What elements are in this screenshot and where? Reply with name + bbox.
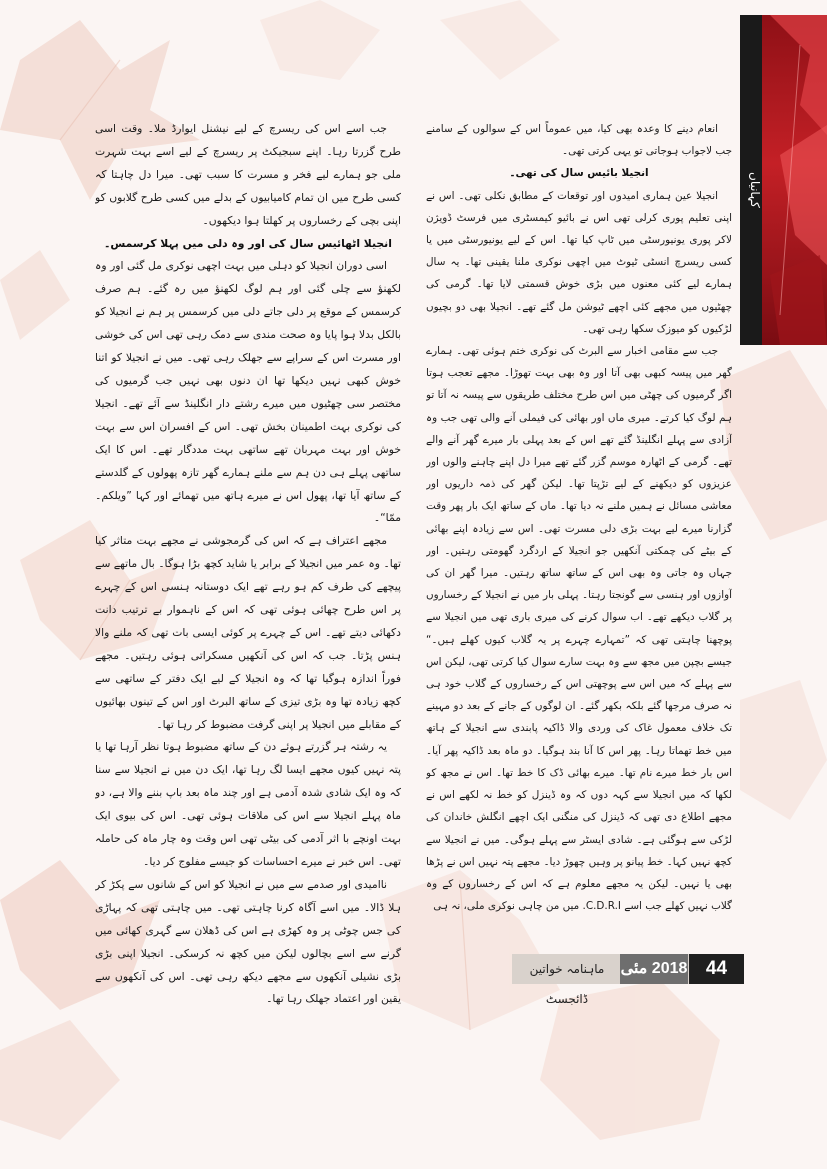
section-heading: انجیلا بائیس سال کی تھی۔: [509, 167, 649, 180]
paragraph: جب اسے اس کی ریسرچ کے لیے نیشنل ایوارڈ ملا۔ وقت اسی طرح گزرتا رہا۔ اپنے سبجیکٹ پر ریسرچ کے لیے اسے بہت شہرت ملی جو ہمارے لیے فخر و مسرت کا سبب تھی۔ میرا دل چاہتا کہ کسی طرح میں ان تمام کامیابیوں کے بدلے میں کسی طرح گلابوں کو اپنی بچی کے رخساروں پر کھلتا ہوا دیکھوں۔: [95, 122, 401, 227]
paragraph: جب سے مقامی اخبار سے البرٹ کی نوکری ختم ہوئی تھی۔ ہمارے گھر میں پیسہ کبھی بھی آتا اور وہ بھی بہت تھوڑا۔ مجھے تعجب ہوتا اگر گرمیوں کی چھٹی میں اس طرح مختلف طریقوں سے پیسہ نہ آتا تو ہم لوگ کیا کرتے۔ میری ماں اور بھائی کی فیملی آنے والی تھی جب وہ آزادی سے پہلے انگلینڈ گئے تھے اس کے بعد پہلی بار میرے گھر آنے والے تھے۔ گرمی کے اٹھارہ موسم گزر گئے تھے میرا دل اپنے چاہنے والوں اور عزیزوں کو دیکھنے کے لیے تڑپتا تھا۔ لیکن گھر کی ذمہ داریوں اور معاشی مسائل نے ہمیں ملنے نہ دیا تھا۔ ماں کے ساتھ ایک بار پھر وقت گزارنا میرے لیے بہت بڑی دلی مسرت تھی۔ اس سے زیادہ اپنے بھائی کے بیٹے کی چمکتی آنکھیں جو انجیلا کے اردگرد گھومتی رہتیں۔ اور جہاں وہ جاتی وہ بھی اس کے ساتھ ساتھ رہتیں۔ میرا گھر ان کی آوازوں اور ہنسی سے گونجتا رہتا۔ پہلی بار میں نے انجیلا کے رخساروں پر گلاب دیکھے تھے۔ اب سوال کرنے کی میری باری تھی میں انجیلا سے پوچھنا چاہتی تھی کہ ”تمہارے چہرے پر یہ گلاب کیوں کھلے ہیں۔“ جیسے بچپن میں مجھ سے وہ بہت سارے سوال کیا کرتی تھی، لیکن اس سے پہلے کہ میں اس سے پوچھتی اس کے رخساروں کے گلاب خود ہی نہ صرف مرجھا گئے بلکہ بکھر گئے۔ ان لوگوں کے جانے کے بعد دو مہینے تک خلاف معمول غاک کی وردی والا ڈاکیہ پابندی سے انجیلا کے ہاتھ میں خط تھماتا رہا۔ پھر اس کا آنا بند ہوگیا۔ دو ماہ بعد ڈاکیہ پھر آیا۔ اس بار خط میرے نام تھا۔ میرے بھائی ڈک کا خط تھا۔ اس نے مجھ کو لکھا کہ میں انجیلا سے کہہ دوں کہ وہ ڈینزل کو خط نہ لکھے اس نے مجھے اطلاع دی تھی کہ ڈینزل کی منگنی ایک اچھے انگلش خاندان کی لڑکی سے ہوگئی ہے۔ شادی ایسٹر سے پہلے ہوگی۔ میں نے انجیلا سے کچھ نہیں کہا۔ خط پیانو پر وہیں چھوڑ دیا۔ مجھے پتہ نہیں اس نے پڑھا بھی یا نہیں۔ لیکن یہ مجھے معلوم ہے کہ اس کے رخساروں کے وہ گلاب نہیں کھلے جب اسے C.D.R.I. میں من چاہی نوکری ملی، نہ ہی: [426, 345, 732, 913]
paragraph: ناامیدی اور صدمے سے میں نے انجیلا کو اس کے شانوں سے پکڑ کر ہلا ڈالا۔ میں اسے آگاہ کرنا چاہتی تھی۔ میں چاہتی تھی کہ پہاڑی کی جس چوٹی پر وہ کھڑی ہے اس کی ڈھلان سے گہری کھائی میں گرنے سے اسے بچالوں لیکن میں کچھ نہ کرسکی۔ انجیلا اپنی بڑی بڑی نشیلی آنکھوں سے مجھے دیکھ رہی تھی۔ اس کی آنکھوں سے یقین اور اعتماد جھلک رہا تھا۔: [95, 877, 401, 1006]
paragraph: انعام دینے کا وعدہ بھی کیا، میں عموماً اس کے سوالوں کے سامنے جب لاجواب ہوجاتی تو یہی کرتی تھی۔: [426, 123, 732, 158]
section-tab-label: کہانیاں: [748, 172, 762, 208]
issue-date: 2018 مئی: [620, 954, 688, 984]
paragraph: اسی دوران انجیلا کو دہلی میں بہت اچھی نوکری مل گئی اور وہ لکھنؤ سے چلی گئی اور ہم لوگ لکھنؤ میں رہ گئے۔ ہم صرف کرسمس کے موقع پر دلی جاتے دلی میں کرسمس پر ہم نے انجیلا کو بالکل بدلا ہوا پایا وہ صحت مندی سے دمک رہی تھی اس کی خوشی اور مسرت اس کے سراپے سے جھلک رہی تھی۔ میں نے انجیلا کو اتنا خوش کبھی نہیں دیکھا تھا ان دنوں بھی نہیں جب گرمیوں کی مختصر سی چھٹیوں میں میرے رشتے دار انگلینڈ سے آئے تھے۔ انجیلا کی نوکری بہت اطمینان بخش تھی۔ اس کے افسران اس سے بہت خوش اور بہت مہربان تھے ساتھی بہت مددگار تھے۔ اس کا ایک ساتھی پہلے ہی دن ہم سے ملنے ہمارے گھر تازہ پھولوں کے گلدستے کے ساتھ آیا تھا، پھول اس نے میرے ہاتھ میں تھمائے اور کہا ”ویلکم۔ ممّا“۔: [95, 259, 401, 525]
section-heading: انجیلا اٹھائیس سال کی اور وہ دلی میں پہلا کرسمس۔: [104, 236, 392, 250]
paragraph: مجھے اعتراف ہے کہ اس کی گرمجوشی نے مجھے بہت متاثر کیا تھا۔ وہ عمر میں انجیلا کے برابر یا شاید کچھ بڑا ہوگا۔ بال ماتھے سے پیچھے کی طرف کم ہو رہے تھے ایک دوستانہ ہنسی اس کے چہرے پر اس طرح چھائی ہوئی تھی کہ اس کے ناہموار بے ترتیب دانت دکھائی دیتے تھے۔ اس کے چہرے پر کوئی ایسی بات تھی کہ ملنے والا ہنس پڑتا۔ جب کہ اس کی آنکھیں مسکراتی ہوئی رہتیں۔ مجھے فوراً اندازہ ہوگیا تھا کہ وہ انجیلا کے لیے ایک دفتر کے ساتھی سے کچھ زیادہ تھا وہ بڑی تیزی کے ساتھ البرٹ اور اس کے تینوں بھائیوں کے مقابلے میں انجیلا پر اپنی گرفت مضبوط کر رہا تھا۔: [95, 534, 401, 731]
magazine-name: ماہنامہ خواتین ڈائجسٹ: [529, 962, 605, 1006]
page-number: 44: [689, 954, 744, 984]
paragraph: انجیلا عین ہماری امیدوں اور توقعات کے مطابق نکلی تھی۔ اس نے اپنی تعلیم پوری کرلی تھی اس نے بائیو کیمسٹری میں فرسٹ ڈویژن لاکر پوری یونیورسٹی میں ٹاپ کیا تھا۔ اس کے لیے یونیورسٹی میں یا کسی ریسرچ انسٹی ٹیوٹ میں اچھی نوکری ملنا یقینی تھا۔ یہ سال ہمارے لیے کئی معنوں میں بڑی خوش قسمتی لایا تھا۔ گرمی کی چھٹیوں میں مجھے کئی اچھے ٹیوشن مل گئے تھے۔ انجیلا بھی دو بچیوں لڑکیوں کو میوزک سکھا رہی تھی۔: [426, 189, 732, 335]
paragraph: یہ رشتہ ہر گزرتے ہوئے دن کے ساتھ مضبوط ہوتا نظر آرہا تھا یا پتہ نہیں کیوں مجھے ایسا لگ رہا تھا، ایک دن میں نے انجیلا سے سنا کہ وہ ایک شادی شدہ آدمی ہے اور چند ماہ بعد باپ بننے والا ہے، دو ماہ پہلے انجیلا سے اس کی ملاقات ہوئی تھی۔ اس کی بیوی ایک بہت اونچے با اثر آدمی کی بیٹی تھی اس وقت وہ چار ماہ کی حاملہ تھی۔ اس خبر نے میرے احساسات کو جیسے مفلوج کر دیا۔: [95, 740, 401, 868]
right-text-column: [426, 118, 732, 946]
left-text-column: [95, 118, 401, 1058]
